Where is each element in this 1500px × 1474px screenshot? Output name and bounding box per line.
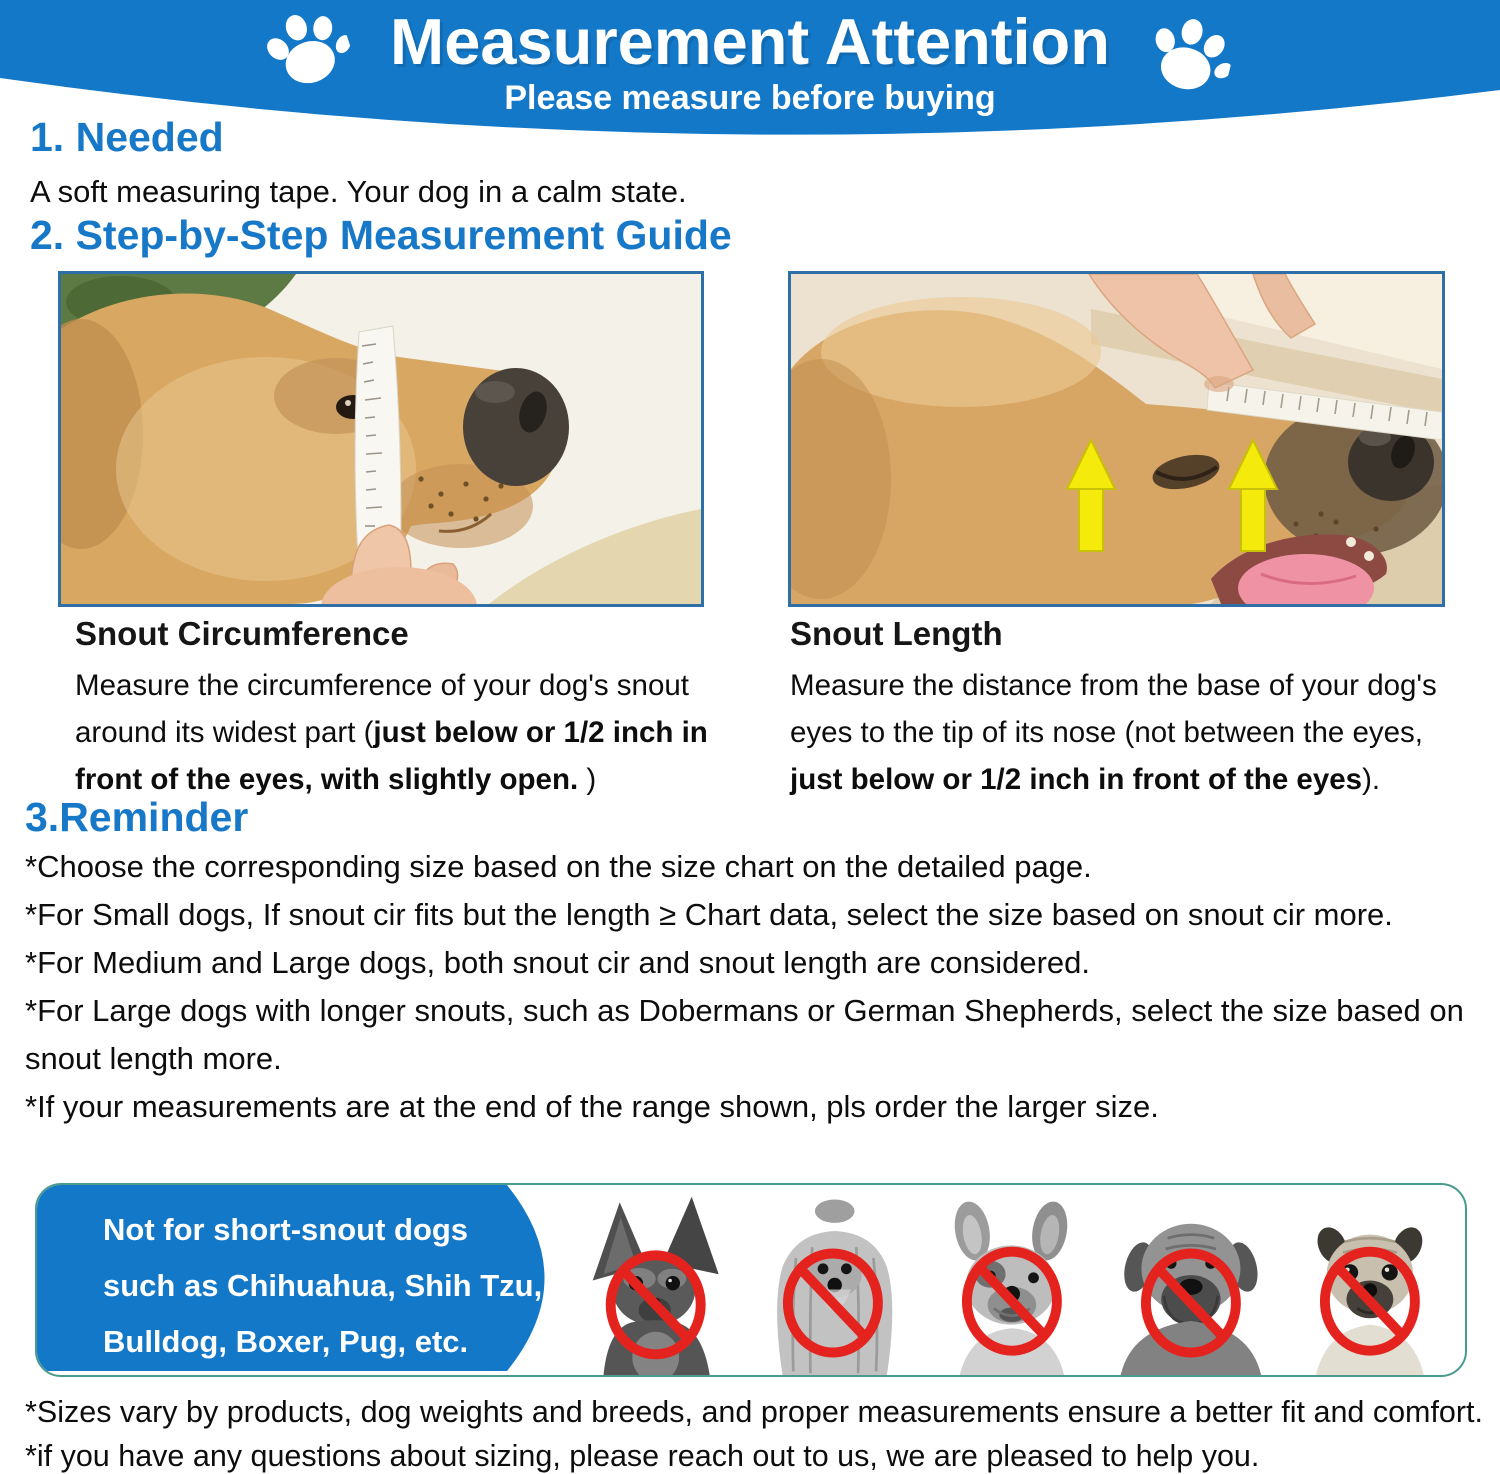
reminder-item: *If your measurements are at the end of the range shown, pls order the larger size. bbox=[25, 1089, 1159, 1124]
footer-note: *Sizes vary by products, dog weights and breeds, and proper measurements ensure a better fit and comfort. bbox=[25, 1395, 1483, 1429]
reminder-item: *For Small dogs, If snout cir fits but the length ≥ Chart data, select the size based on snout cir more. bbox=[25, 897, 1393, 932]
snout-circumference-caption bbox=[75, 615, 715, 803]
reminder-list bbox=[25, 843, 1475, 1131]
snout-length-caption bbox=[790, 615, 1462, 803]
page-title: Measurement Attention bbox=[390, 5, 1110, 78]
prohibited-dogs-row bbox=[567, 1191, 1455, 1375]
warning-text: Not for short-snout dogs such as Chihuahua, Shih Tzu, Bulldog, Boxer, Pug, etc. bbox=[103, 1212, 543, 1359]
mastiff-prohibited-icon bbox=[1104, 1195, 1276, 1375]
footer-notes bbox=[25, 1390, 1483, 1474]
page-subtitle: Please measure before buying bbox=[504, 79, 996, 117]
reminder-heading: 3.Reminder bbox=[25, 794, 249, 840]
needed-heading: 1. Needed bbox=[30, 114, 224, 160]
guide-heading: 2. Step-by-Step Measurement Guide bbox=[30, 212, 732, 258]
reminder-item: *Choose the corresponding size based on the size chart on the detailed page. bbox=[25, 849, 1092, 884]
snout-circumference-photo bbox=[58, 271, 704, 607]
chihuahua-prohibited-icon bbox=[567, 1195, 739, 1375]
shih-tzu-prohibited-icon bbox=[746, 1195, 918, 1375]
pug-prohibited-icon bbox=[1283, 1195, 1455, 1375]
caption-title: Snout Length bbox=[790, 615, 1003, 652]
french-bulldog-prohibited-icon bbox=[925, 1195, 1097, 1375]
reminder-item: *For Large dogs with longer snouts, such as Dobermans or German Shepherds, select the size based on snout length more. bbox=[25, 993, 1464, 1076]
reminder-item: *For Medium and Large dogs, both snout cir and snout length are considered. bbox=[25, 945, 1090, 980]
caption-title: Snout Circumference bbox=[75, 615, 409, 652]
snout-length-photo bbox=[788, 271, 1445, 607]
caption-text: Measure the circumference of your dog's snout around its widest part (just below or 1/2 inch in front of the eyes, with slightly open. ) bbox=[75, 669, 708, 796]
caption-text: Measure the distance from the base of your dog's eyes to the tip of its nose (not between the eyes, just below or 1/2 inch in front of the eyes). bbox=[790, 669, 1437, 796]
footer-note: *if you have any questions about sizing, please reach out to us, we are pleased to help you. bbox=[25, 1439, 1260, 1473]
needed-body: A soft measuring tape. Your dog in a calm state. bbox=[30, 174, 687, 209]
not-for-short-snout-strip bbox=[35, 1183, 1467, 1377]
